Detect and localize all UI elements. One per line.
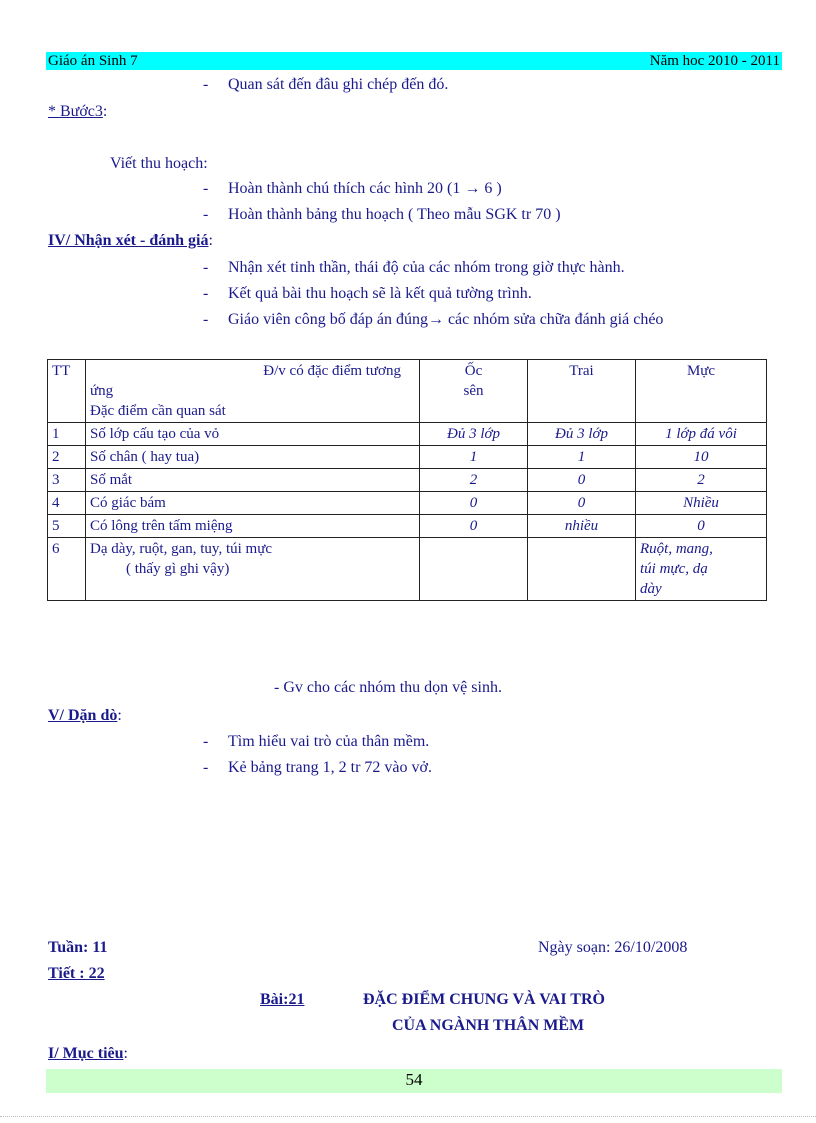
objective-heading: I/ Mục tiêu: [48,1045,128,1062]
header-subject: Giáo án Sinh 7 [48,53,138,69]
section5-item: Kẻ bảng trang 1, 2 tr 72 vào vở. [228,759,432,776]
page-bottom-divider [0,1116,816,1117]
section4-item: Nhận xét tinh thần, thái độ của các nhóm trong giờ thực hành. [228,259,625,276]
bullet-dash: - [203,733,209,750]
bullet-dash: - [203,285,209,302]
table-row: 5 Có lông trên tấm miệng 0 nhiều 0 [48,515,767,538]
bullet-dash: - [203,180,209,197]
header-muc: Mực [636,360,767,423]
step2-last-item: Quan sát đến đâu ghi chép đến đó. [228,76,449,93]
observation-table [47,359,767,601]
lesson-date: Ngày soạn: 26/10/2008 [538,939,688,956]
lesson-title-line1: ĐẶC ĐIỂM CHUNG VÀ VAI TRÒ [363,991,605,1008]
header-school-year: Năm hoc 2010 - 2011 [649,53,780,69]
lesson-title-line2: CỦA NGÀNH THÂN MỀM [392,1017,585,1034]
lesson-week: Tuần: 11 [48,939,108,956]
corner-top: Đ/v có đặc điểm tương [263,363,401,379]
table-row: 2 Số chân ( hay tua) 1 1 10 [48,446,767,469]
step3-item: Hoàn thành chú thích các hình 20 (1 → 6 ) [228,180,502,197]
table-header-row [48,360,767,423]
page-number: 54 [405,1070,423,1089]
table-row: 4 Có giác bám 0 0 Nhiều [48,492,767,515]
table-row: 3 Số mắt 2 0 2 [48,469,767,492]
section5-heading: V/ Dặn dò: [48,707,122,724]
step3-intro: Viết thu hoạch: [110,155,208,172]
header-oc-sen: Ốc sên [420,360,528,423]
table-row: 1 Số lớp cấu tạo của vỏ Đủ 3 lớp Đủ 3 lớp 1 lớp đá vôi [48,423,767,446]
corner-bottom: Đặc điểm cần quan sát [90,403,226,419]
table-row: 6 Dạ dày, ruột, gan, tuy, túi mực ( thấy gì ghi vậy) Ruột, mang, túi mực, dạ dày [48,538,767,601]
step3-heading: * Bước3: [48,103,108,120]
cleanup-note: - Gv cho các nhóm thu dọn vệ sinh. [274,679,502,696]
lesson-period: Tiết : 22 [48,965,105,982]
corner-mid: ứng [90,383,114,399]
bullet-dash: - [203,76,209,93]
bullet-dash: - [203,259,209,276]
lesson-number: Bài:21 [260,991,305,1008]
section4-item: Kết quả bài thu hoạch sẽ là kết quả tường trình. [228,285,532,302]
bullet-dash: - [203,759,209,776]
header-tt: TT [48,360,86,423]
section4-item: Giáo viên công bố đáp án đúng→ các nhóm sửa chữa đánh giá chéo [228,311,664,328]
header-corner [86,360,420,423]
bullet-dash: - [203,311,209,328]
bullet-dash: - [203,206,209,223]
section4-heading: IV/ Nhận xét - đánh giá: [48,232,213,249]
header-trai: Trai [528,360,636,423]
step3-item: Hoàn thành bảng thu hoạch ( Theo mẫu SGK tr 70 ) [228,206,561,223]
section5-item: Tìm hiểu vai trò của thân mềm. [228,733,430,750]
page-footer [46,1069,782,1093]
page-header [46,52,782,70]
